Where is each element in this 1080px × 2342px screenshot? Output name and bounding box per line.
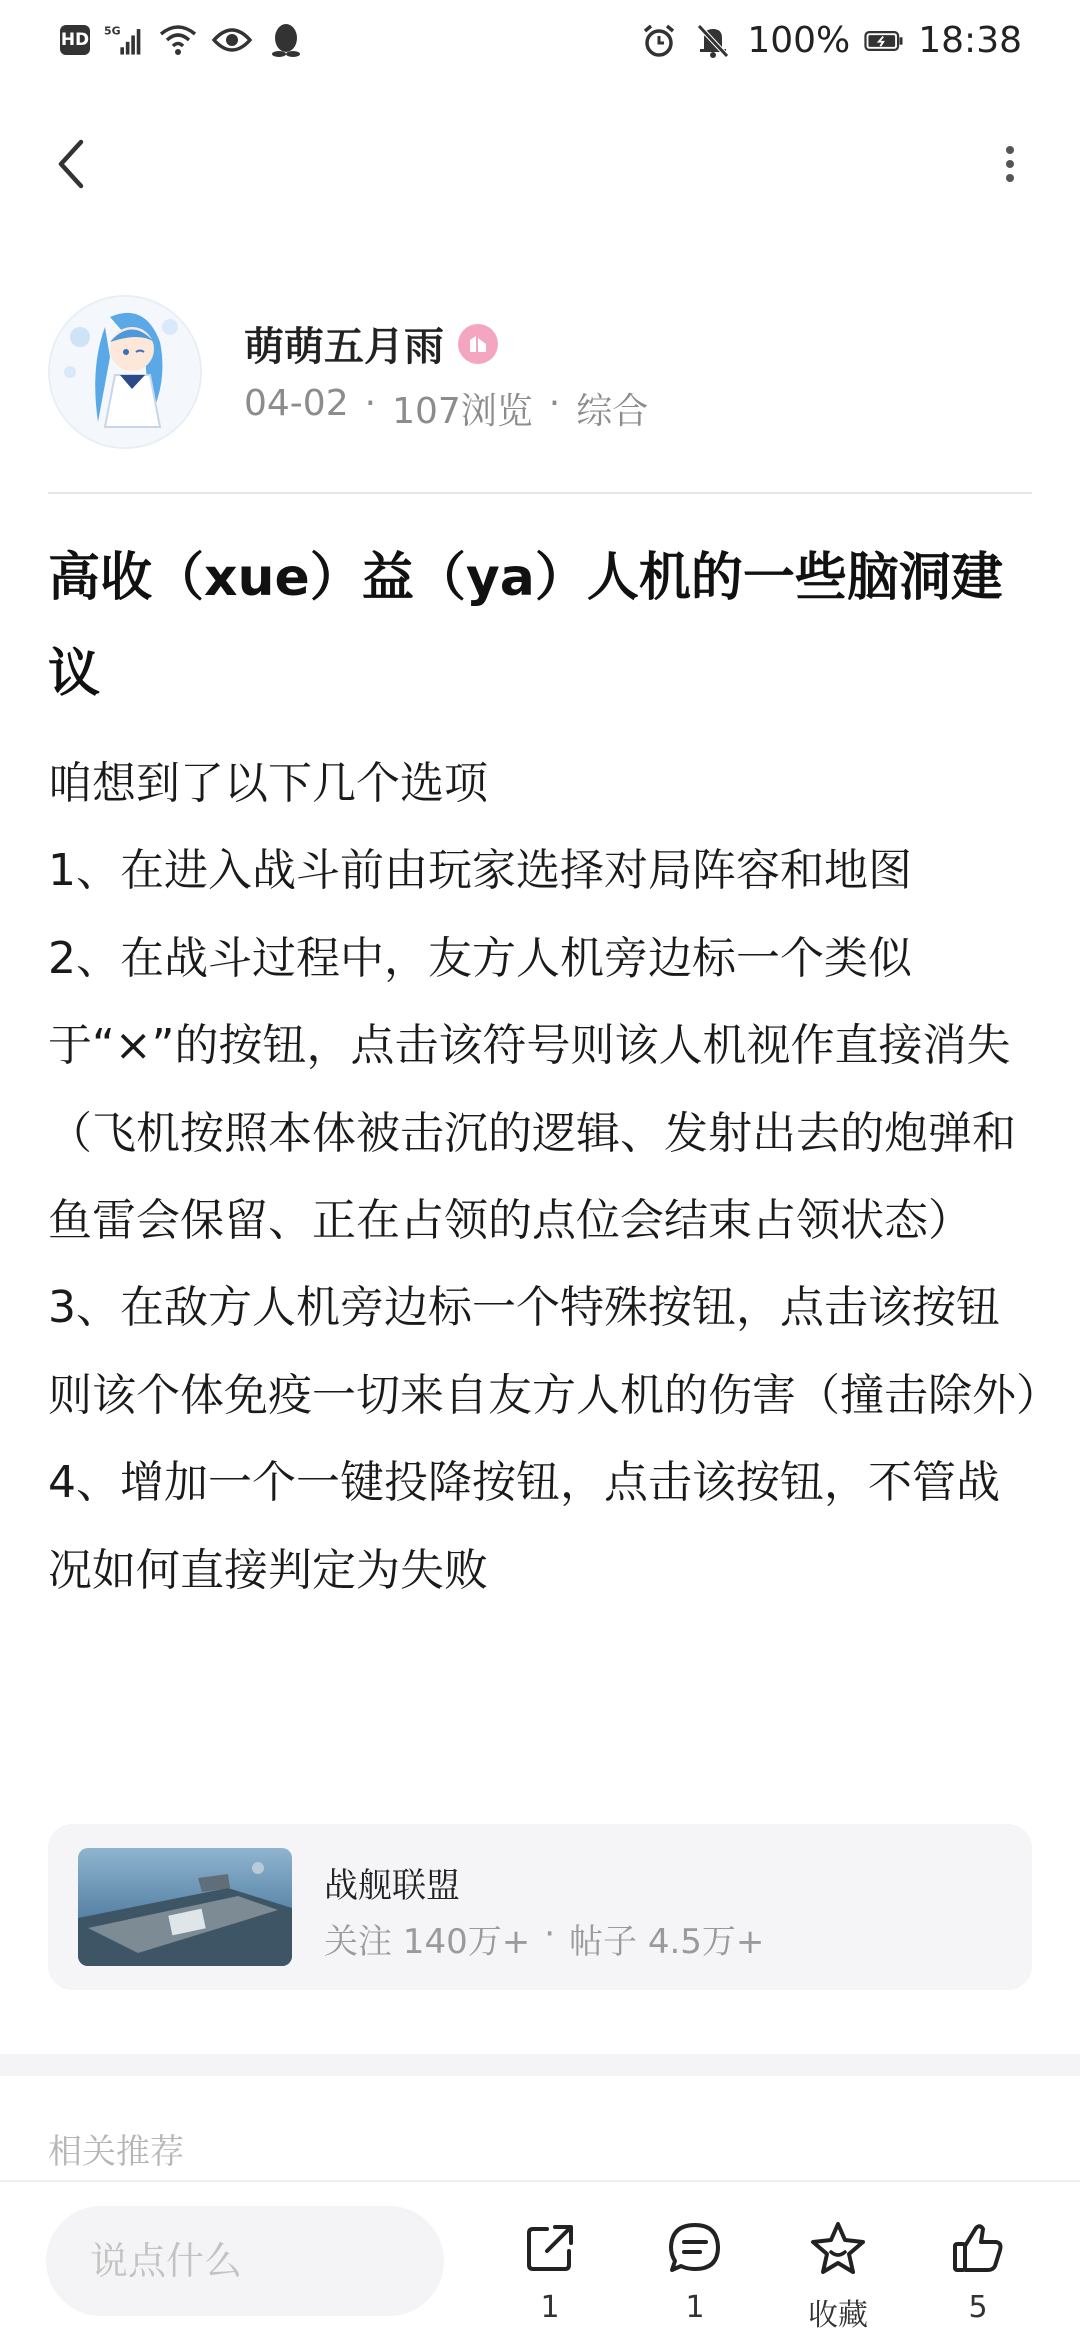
related-recommendations-label: 相关推荐	[48, 2132, 184, 2172]
qq-penguin-icon	[266, 20, 306, 60]
eye-icon	[212, 20, 252, 60]
like-button[interactable]	[928, 2218, 1028, 2325]
like-count: 5	[968, 2290, 988, 2325]
post-date: 04-02	[244, 383, 349, 424]
post-paragraph: 1、在进入战斗前由玩家选择对局阵容和地图	[48, 845, 912, 897]
comment-button[interactable]	[645, 2218, 745, 2325]
post-paragraph: 4、增加一个一键投降按钮，点击该按钮，不管战况如何直接判定为失败	[48, 1457, 1000, 1596]
comment-input[interactable]	[46, 2206, 444, 2316]
favorite-button[interactable]	[788, 2218, 888, 2334]
meta-separator: ·	[548, 383, 561, 424]
author-name[interactable]: 萌萌五月雨	[244, 324, 444, 370]
back-button[interactable]	[40, 134, 100, 194]
svg-text:5G: 5G	[104, 24, 121, 38]
battery-icon	[864, 21, 904, 61]
post-body	[48, 740, 1060, 1614]
community-name: 战舰联盟	[324, 1866, 460, 1906]
cellular-signal-icon	[104, 20, 144, 60]
post-paragraph: 咱想到了以下几个选项	[48, 758, 488, 809]
author-header	[48, 295, 1038, 445]
meta-separator: ·	[364, 383, 377, 424]
alarm-icon	[639, 21, 679, 61]
stats-separator: ·	[544, 1914, 556, 1954]
comment-count: 1	[685, 2290, 705, 2325]
more-vertical-icon	[1004, 144, 1016, 184]
community-card[interactable]	[48, 1824, 1032, 1990]
thumbs-up-icon	[948, 2218, 1008, 2278]
share-count: 1	[540, 2290, 560, 2325]
header-divider	[48, 492, 1032, 494]
more-options-button[interactable]	[980, 134, 1040, 194]
section-separator	[0, 2054, 1080, 2076]
bell-muted-icon	[693, 21, 733, 61]
community-posts: 帖子 4.5万+	[569, 1922, 765, 1962]
favorite-label: 收藏	[808, 2298, 868, 2333]
share-button[interactable]	[500, 2218, 600, 2325]
clock-time: 18:38	[918, 20, 1022, 61]
author-name-row	[244, 315, 498, 372]
wifi-icon	[158, 20, 198, 60]
post-title: 高收（xue）益（ya）人机的一些脑洞建议	[48, 548, 1003, 704]
post-paragraph: 3、在敌方人机旁边标一个特殊按钮，点击该按钮则该个体免疫一切来自友方人机的伤害（撞击除外）	[48, 1282, 1060, 1421]
bottom-action-bar	[0, 2180, 1080, 2342]
battery-percent: 100%	[747, 20, 851, 61]
status-bar	[0, 0, 1080, 84]
hd-icon: HD	[60, 25, 90, 55]
community-thumbnail	[78, 1848, 292, 1966]
chevron-left-icon	[55, 138, 85, 190]
post-meta	[244, 383, 648, 434]
comment-bubble-icon	[665, 2218, 725, 2278]
post-views: 107浏览	[392, 391, 533, 432]
post-category[interactable]: 综合	[576, 391, 649, 432]
community-followers: 关注 140万+	[324, 1922, 531, 1962]
community-stats	[324, 1914, 764, 1963]
author-avatar[interactable]	[48, 295, 202, 449]
post-paragraph: 2、在战斗过程中，友方人机旁边标一个类似于“×”的按钮，点击该符号则该人机视作直接消失（飞机按照本体被击沉的逻辑、发射出去的炮弹和鱼雷会保留、正在占领的点位会结束占领状态）	[48, 932, 1016, 1247]
star-icon	[808, 2218, 868, 2278]
share-icon	[520, 2218, 580, 2278]
user-level-badge-icon	[458, 324, 498, 364]
top-nav	[0, 120, 1080, 210]
